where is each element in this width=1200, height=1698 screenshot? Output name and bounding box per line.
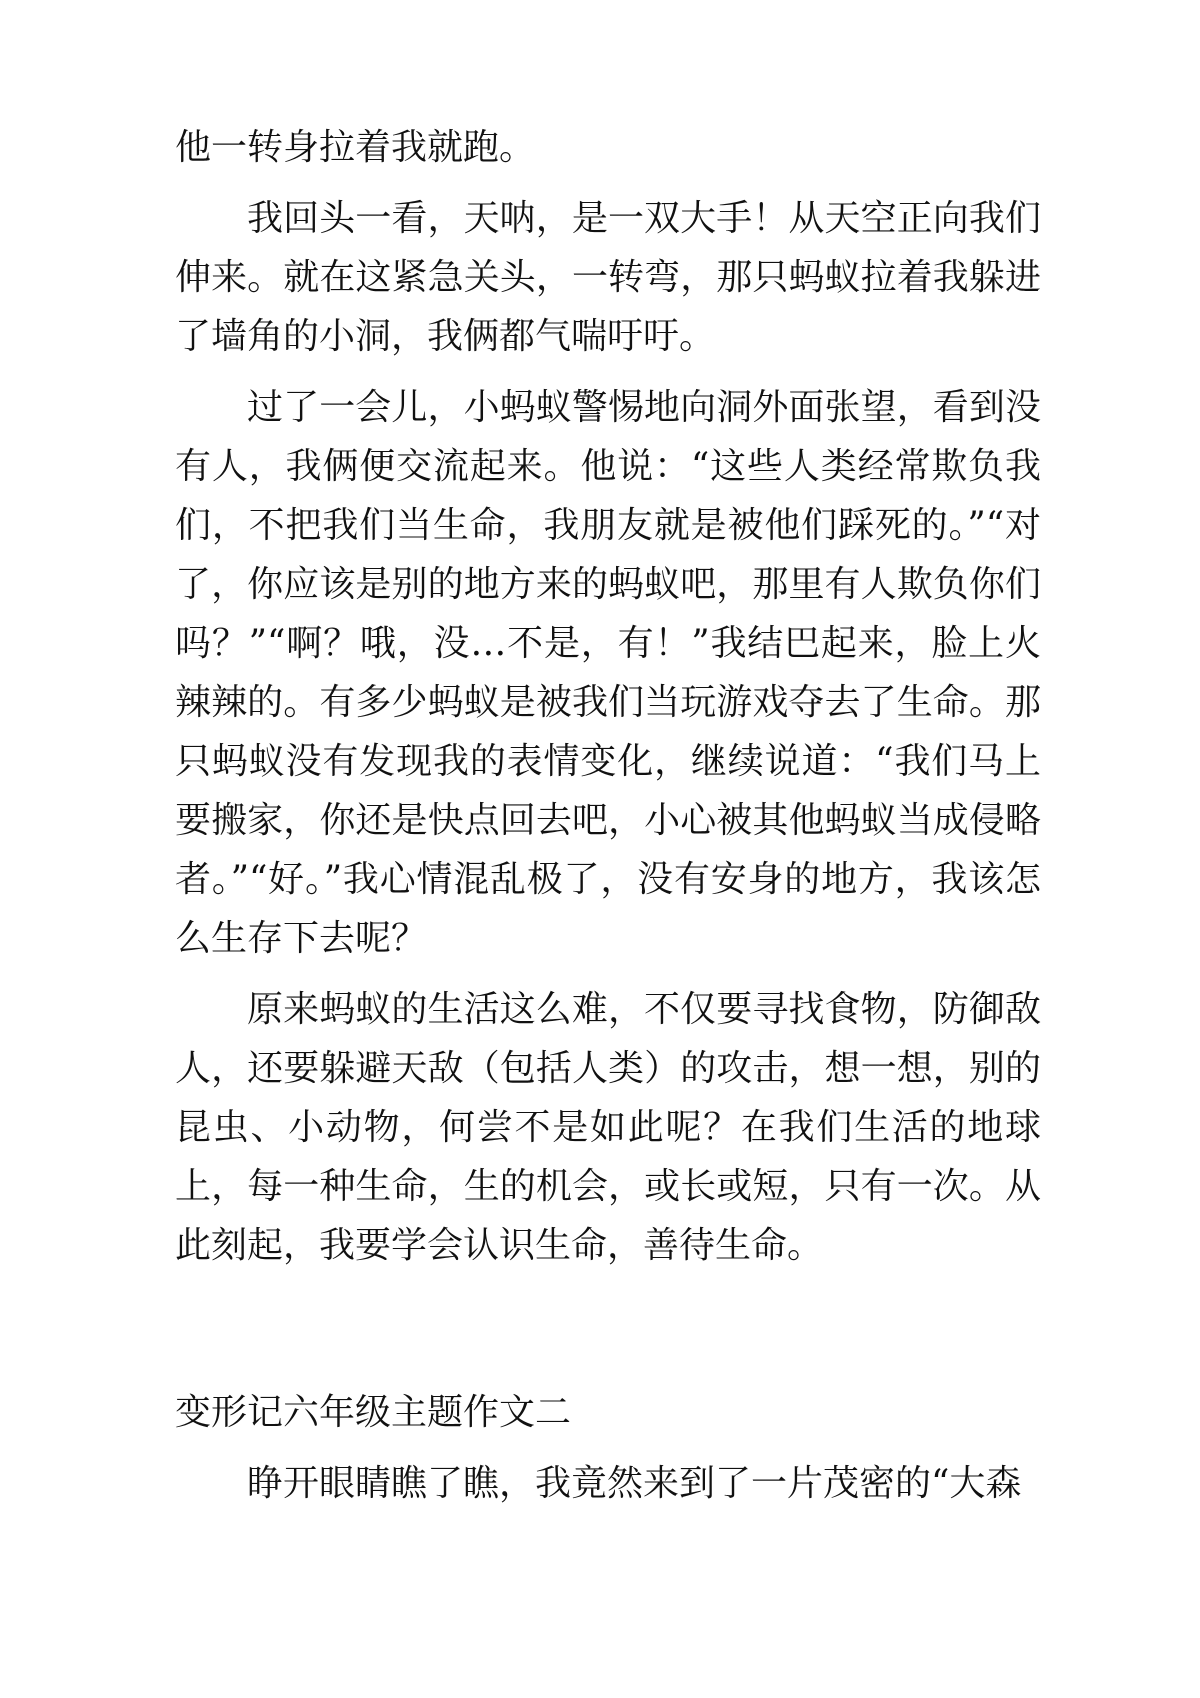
section-heading: 变形记六年级主题作文二 [175,1392,572,1433]
paragraph-final: 睁开眼睛瞧了瞧，我竟然来到了一片茂密的“大森 [247,1463,1022,1504]
document-body [175,118,1041,1287]
paragraph-3: 过了一会儿，小蚂蚁警惕地向洞外面张望，看到没有人，我俩便交流起来。他说：“这些人类经常欺负我们，不把我们当生命，我朋友就是被他们踩死的。”“对了，你应该是别的地方来的蚂蚁吧，那里有人欺负你们吗？”“啊？哦，没…不是，有！”我结巴起来，脸上火辣辣的。有多少蚂蚁是被我们当玩游戏夺去了生命。那只蚂蚁没有发现我的表情变化，继续说道：“我们马上要搬家，你还是快点回去吧，小心被其他蚂蚁当成侵略者。”“好。”我心情混乱极了，没有安身的地方，我该怎么生存下去呢？ [175,387,1041,959]
paragraph-2: 我回头一看，天呐，是一双大手！从天空正向我们伸来。就在这紧急关头，一转弯，那只蚂蚁拉着我躲进了墙角的小洞，我俩都气喘吁吁。 [175,198,1041,357]
paragraph-1: 他一转身拉着我就跑。 [175,127,536,168]
paragraph-4: 原来蚂蚁的生活这么难，不仅要寻找食物，防御敌人，还要躲避天敌（包括人类）的攻击，想一想，别的昆虫、小动物，何尝不是如此呢？在我们生活的地球上，每一种生命，生的机会，或长或短，只有一次。从此刻起，我要学会认识生命，善待生命。 [175,989,1041,1266]
